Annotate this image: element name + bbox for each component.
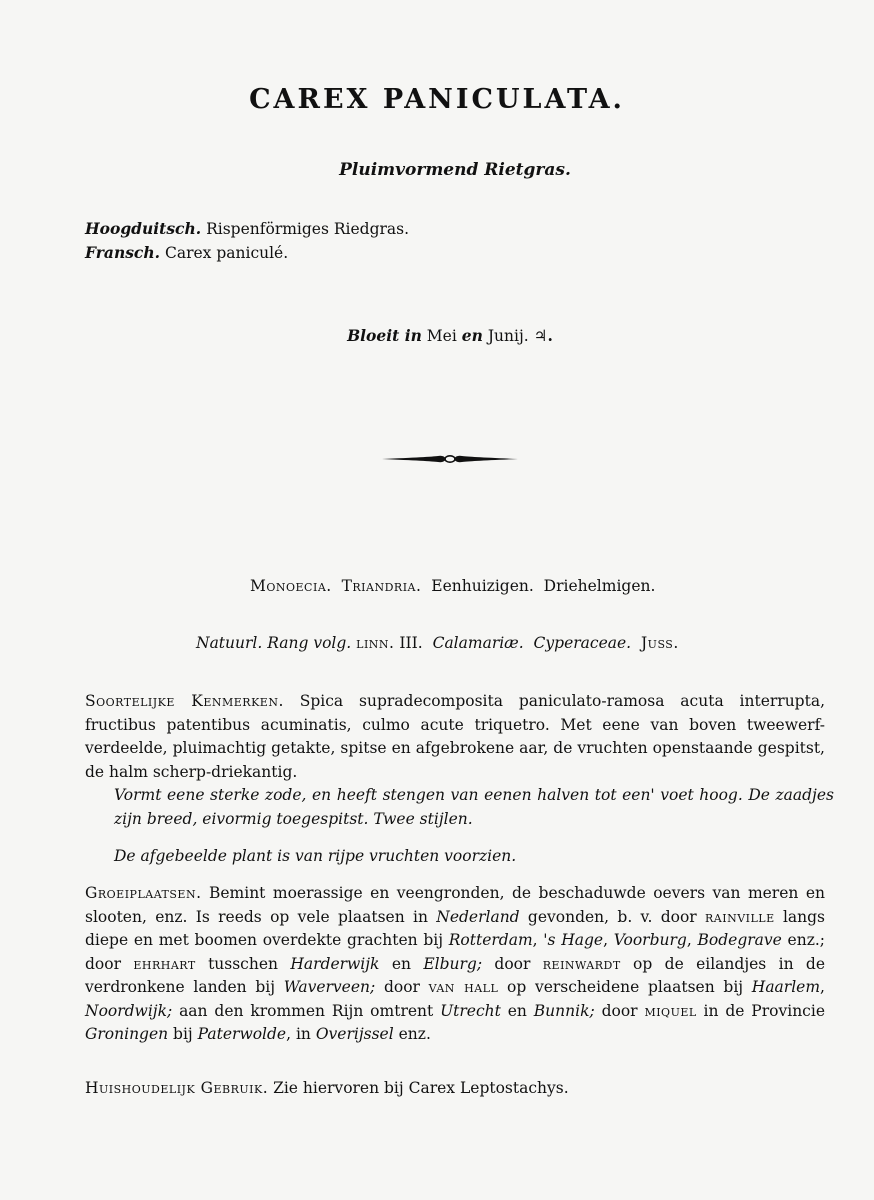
natural-order-line	[196, 634, 679, 652]
place-name: Overijssel	[315, 1025, 394, 1043]
place-name: 's Hage	[543, 931, 604, 949]
name-french	[85, 241, 409, 265]
name-french-label: Fransch.	[85, 243, 161, 262]
text-run: en	[500, 1001, 534, 1020]
place-name: Elburg;	[423, 954, 483, 973]
perennial-symbol: ♃.	[533, 326, 553, 345]
text-run: op de eilandjes in de verdronkene landen bij	[85, 954, 825, 996]
place-name: Bodegrave	[697, 931, 782, 949]
text-run: enz.	[393, 1025, 431, 1043]
text-run: gevonden, b. v. door	[519, 907, 706, 926]
text-run: ,	[603, 931, 614, 949]
text-run: bij	[168, 1025, 198, 1043]
rang-calamariae: Calamariæ.	[432, 634, 524, 652]
text-run: tusschen	[195, 954, 291, 973]
place-name: Paterwolde	[197, 1025, 287, 1043]
kenmerken-text: Spica supradecomposita paniculato-ramosa acuta interrupta, fructibus patentibus acuminatis, culmo acute triquetro. Met eene van boven tweewerf-verdeelde, pluimachtig getakte, spitse en afgebrokene aar, de vruchten openstaande gespitst, de halm scherp-driekantig.	[85, 692, 825, 781]
rang-cyperaceae: Cyperaceae.	[533, 634, 632, 652]
page-subtitle: Pluimvormend Rietgras.	[339, 160, 571, 180]
gebruik-label: Huishoudelijk Gebruik.	[85, 1079, 269, 1097]
classification-line	[250, 577, 655, 595]
kenmerken-paragraph	[85, 690, 825, 784]
name-german-value: Rispenförmiges Riedgras.	[206, 220, 410, 238]
name-german-label: Hoogduitsch.	[85, 219, 202, 238]
flowering-month2: Junij.	[487, 327, 529, 345]
vernacular-names	[85, 217, 409, 265]
rang-linn: linn.	[356, 634, 395, 652]
flowering-label: Bloeit in	[347, 326, 422, 345]
description-paragraph-2: De afgebeelde plant is van rijpe vruchten voorzien.	[114, 847, 517, 865]
collector-name: reinwardt	[542, 954, 621, 973]
place-name: Waverveen;	[283, 978, 376, 996]
groeiplaatsen-label: Groeiplaatsen.	[85, 884, 202, 902]
kenmerken-label: Soortelijke Kenmerken.	[85, 692, 284, 710]
collector-name: miquel	[644, 1001, 697, 1020]
rang-juss: Juss.	[640, 634, 679, 652]
description-paragraph-1: Vormt eene sterke zode, en heeft stengen van eenen halven tot een' voet hoog. De zaadjes zijn breed, eivormig toegespitst. Twee stijlen.	[114, 786, 834, 828]
groeiplaatsen-paragraph	[85, 882, 825, 1047]
text-run: , in	[286, 1025, 316, 1043]
place-name: Rotterdam	[448, 931, 533, 949]
text-run: door	[594, 1001, 645, 1020]
flowering-month1: Mei	[426, 327, 457, 345]
text-run: door	[375, 978, 429, 996]
place-name: Harderwijk	[290, 954, 380, 973]
place-name: Voorburg	[613, 931, 687, 949]
name-french-value: Carex paniculé.	[164, 244, 289, 262]
page-title: CAREX PANICULATA.	[249, 84, 625, 115]
text-run: in de Provincie	[696, 1001, 825, 1020]
text-run: op verscheidene plaatsen bij	[498, 978, 752, 996]
text-run: enz.; door	[85, 931, 826, 973]
ornament-divider-icon	[380, 452, 520, 466]
place-name: Bunnik;	[533, 1001, 595, 1020]
class-monoecia: Monoecia.	[250, 577, 332, 595]
text-run: ,	[820, 978, 825, 996]
place-name: Haarlem	[751, 978, 821, 996]
flowering-en: en	[461, 326, 483, 345]
class-nl2: Driehelmigen.	[543, 577, 656, 595]
class-nl1: Eenhuizigen.	[431, 577, 534, 595]
gebruik-text: Zie hiervoren bij Carex Leptostachys.	[268, 1079, 569, 1097]
text-run: en	[379, 954, 424, 973]
text-run: door	[482, 954, 543, 973]
place-name: Groningen	[85, 1025, 169, 1043]
place-name: Nederland	[436, 907, 520, 926]
text-run: Bemint moerassige en veengronden, de beschaduwde oevers van meren en slooten, enz. Is reeds op vele plaatsen in	[85, 884, 825, 926]
name-german	[85, 217, 409, 241]
flowering-line	[0, 326, 874, 345]
text-run: langs diepe en met boomen overdekte grachten bij	[85, 907, 826, 949]
text-run: ,	[532, 931, 544, 949]
gebruik-paragraph	[85, 1077, 825, 1101]
rang-prefix: Natuurl. Rang volg.	[196, 634, 352, 652]
collector-name: ehrhart	[133, 954, 196, 973]
class-triandria: Triandria.	[341, 577, 422, 595]
place-name: Utrecht	[440, 1001, 501, 1020]
rang-num: III.	[399, 634, 423, 652]
text-run: ,	[686, 931, 698, 949]
place-name: Noordwijk;	[85, 1001, 173, 1020]
text-run: aan den krommen Rijn omtrent	[172, 1001, 441, 1020]
collector-name: van hall	[428, 978, 499, 996]
collector-name: rainville	[705, 907, 775, 926]
